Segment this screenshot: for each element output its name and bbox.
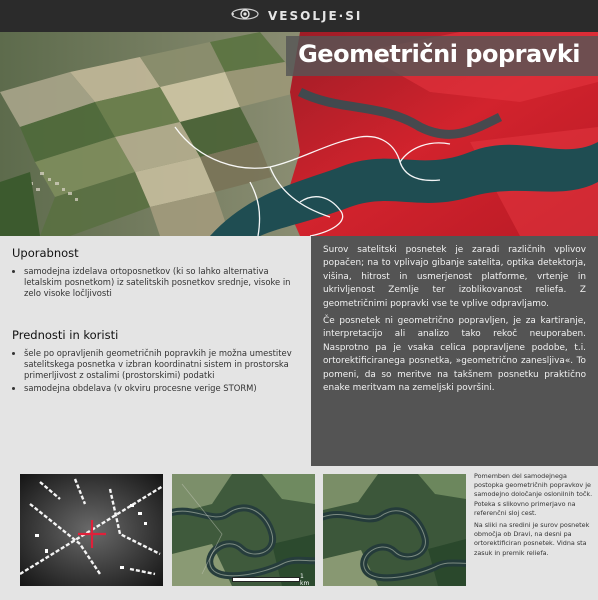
satellite-orbit-icon [230, 5, 260, 27]
page-title: Geometrični popravki [298, 40, 580, 68]
site-logo[interactable] [230, 6, 362, 26]
scale-bar [232, 573, 312, 585]
uporabnost-heading: Uporabnost [12, 246, 79, 260]
road-matching-thumbnail [20, 474, 163, 586]
scale-bar-line [232, 577, 300, 582]
list-item: • šele po opravljenih geometričnih popravkih je možna umestitev satelitskega posnetka v izbran koordinatni sistem in prostorska primerljivost z ostalimi (prostorskimi) podatki [24, 348, 302, 382]
prednosti-list [12, 348, 302, 395]
top-bar [0, 0, 598, 32]
figure-caption [474, 472, 594, 561]
caption-paragraph-2: Na sliki na sredini je surov posnetek območja ob Dravi, na desni pa ortorektificiran posnetek. Vidna sta zasuk in premik reliefa. [474, 521, 590, 557]
list-item: • samodejna izdelava ortoposnetkov (ki so lahko alternativa letalskim posnetkom) iz satelitskih posnetkov srednje, visoke in zelo visoke ločljivosti [24, 266, 302, 300]
description-box [311, 236, 598, 466]
raw-image-thumbnail [172, 474, 315, 586]
description-paragraph-1: Surov satelitski posnetek je zaradi različnih vplivov popačen; na to vplivajo gibanje satelita, optika detektorja, višina, hitrost in usmerjenost platforme, vrtenje in ukrivljenost Zemlje ter izoblikovanost reliefa. Z geometričnimi popravki vse te vplive odpravljamo. [323, 245, 586, 309]
caption-paragraph-1: Pomemben del samodejnega postopka geometričnih popravkov je samodejno določanje oslonilnih točk. Poteka s slikovno primerjavo na referenčni sloj cest. [474, 472, 593, 517]
list-item: • samodejna obdelava (v okviru procesne verige STORM) [24, 383, 302, 394]
orthorectified-image-thumbnail [323, 474, 466, 586]
description-paragraph-2: Če posnetek ni geometrično popravljen, je za kartiranje, interpretacijo ali analizo tako rekoč neuporaben. Nasprotno pa je vsaka celica popravljene podobe, t.i. ortorektificiranega posnetka, »geometrično zanesljiva«. To pomeni, da so meritve na takšnem posnetku praktično enake meritvam na zemeljski površini. [323, 316, 586, 394]
scale-label: 1 km [300, 573, 310, 587]
uporabnost-list [12, 266, 302, 300]
logo-text: VESOLJE·SI [268, 9, 363, 23]
left-column [12, 246, 302, 396]
prednosti-heading: Prednosti in koristi [12, 327, 119, 342]
